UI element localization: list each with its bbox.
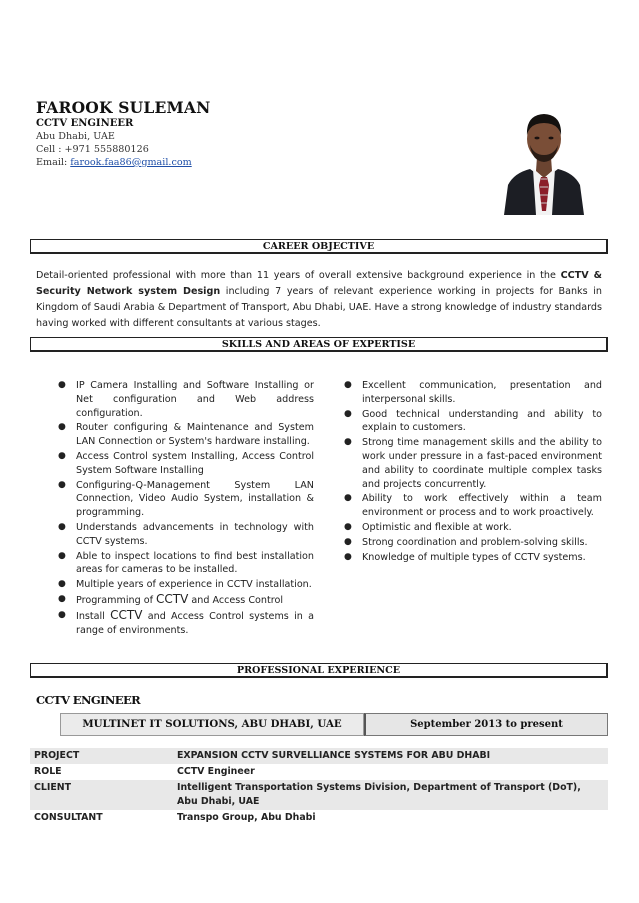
profile-photo (500, 99, 588, 215)
section-header-skills (30, 337, 608, 352)
list-item (58, 550, 314, 578)
bullet-icon: ● (58, 521, 66, 532)
skill-text: Optimistic and flexible at work. (362, 521, 512, 533)
skill-text: and Access Control (188, 594, 284, 606)
list-item (344, 551, 602, 565)
section-header-experience (30, 663, 608, 678)
skill-text: Multiple years of experience in CCTV installation. (76, 579, 312, 591)
list-item (344, 379, 602, 407)
section-title: SKILLS AND AREAS OF EXPERTISE (221, 339, 416, 350)
candidate-role: CCTV ENGINEER (36, 118, 134, 129)
list-item (58, 479, 314, 520)
objective-text-part: Detail-oriented professional with more than 11 years of overall extensive background experience in the (36, 270, 561, 281)
list-item (344, 521, 602, 535)
section-title: CAREER OBJECTIVE (262, 241, 375, 252)
project-details-table (30, 748, 608, 826)
bullet-icon: ● (344, 551, 352, 562)
skill-text: Access Control system Installing, Access Control System Software Installing (76, 450, 314, 476)
row-label: CLIENT (30, 780, 173, 810)
skill-text: Strong coordination and problem-solving skills. (362, 536, 588, 548)
job-title: CCTV ENGINEER (36, 693, 141, 707)
skill-text-large: CCTV (156, 591, 189, 606)
candidate-name: FAROOK SULEMAN (36, 98, 211, 117)
company-name: MULTINET IT SOLUTIONS, ABU DHABI, UAE (60, 713, 364, 736)
bullet-icon: ● (58, 593, 66, 604)
list-item (344, 408, 602, 436)
row-value: Transpo Group, Abu Dhabi (177, 812, 316, 823)
company-row (60, 713, 608, 736)
candidate-location: Abu Dhabi, UAE (36, 131, 115, 142)
bullet-icon: ● (344, 493, 352, 504)
section-header-career-objective (30, 239, 608, 254)
row-label: CONSULTANT (34, 812, 103, 823)
email-link[interactable]: farook.faa86@gmail.com (70, 157, 192, 168)
skills-list-left (58, 379, 314, 638)
row-label: ROLE (34, 766, 62, 777)
row-value: Intelligent Transportation Systems Division, Department of Transport (DoT), Abu Dhabi, UAE (173, 780, 608, 810)
skill-text: Configuring-Q-Management System LAN Connection, Video Audio System, installation & programming. (76, 479, 314, 519)
candidate-cell: Cell : +971 555880126 (36, 144, 149, 155)
skill-text: and Access Control systems in a range of environments. (76, 610, 314, 636)
table-row (30, 810, 608, 826)
objective-highlight: CCTV & Security Network system Design (36, 270, 602, 297)
table-row (30, 764, 608, 780)
email-label: Email: (36, 157, 71, 168)
bullet-icon: ● (344, 408, 352, 419)
list-item (58, 379, 314, 420)
bullet-icon: ● (344, 437, 352, 448)
bullet-icon: ● (58, 579, 66, 590)
skill-text: Strong time management skills and the ability to work under pressure in a fast-paced environment and ability to coordinate multiple complex tasks and projects concurrently. (362, 437, 602, 490)
list-item (58, 578, 314, 592)
skill-text: IP Camera Installing and Software Installing or Net configuration and Web address configuration. (76, 380, 314, 419)
bullet-icon: ● (58, 422, 66, 433)
list-item (344, 436, 602, 491)
list-item (58, 593, 314, 608)
table-row (30, 780, 608, 810)
list-item (344, 536, 602, 550)
bullet-icon: ● (58, 450, 66, 461)
bullet-icon: ● (344, 521, 352, 532)
skill-text: Programming of (76, 594, 157, 606)
skill-text: Able to inspect locations to find best installation areas for cameras to be installed. (76, 550, 314, 576)
skills-list-right (344, 379, 602, 565)
row-value: CCTV Engineer (177, 766, 255, 777)
bullet-icon: ● (58, 380, 66, 390)
row-label: PROJECT (30, 748, 173, 764)
career-objective-text (36, 268, 602, 332)
list-item (344, 492, 602, 520)
skill-text: Router configuring & Maintenance and System LAN Connection or System's hardware installing. (76, 422, 314, 448)
bullet-icon: ● (58, 550, 66, 561)
table-row (30, 748, 608, 764)
list-item (58, 450, 314, 478)
list-item (58, 609, 314, 638)
section-title: PROFESSIONAL EXPERIENCE (236, 665, 401, 676)
list-item (58, 421, 314, 449)
bullet-icon: ● (58, 479, 66, 490)
skill-text: Good technical understanding and ability to explain to customers. (362, 408, 602, 434)
employment-dates: September 2013 to present (364, 713, 608, 736)
list-item (58, 521, 314, 549)
bullet-icon: ● (344, 380, 352, 390)
row-value: EXPANSION CCTV SURVELLIANCE SYSTEMS FOR ABU DHABI (173, 748, 608, 764)
bullet-icon: ● (58, 609, 66, 620)
skill-text: Excellent communication, presentation and interpersonal skills. (362, 380, 602, 405)
skill-text: Ability to work effectively within a team environment or process and to work proactively. (362, 493, 602, 519)
objective-text-part: including 7 years of relevant experience working in projects for Banks in Kingdom of Saudi Arabia & Department of Transport, Abu Dhabi, UAE. Have a strong knowledge of industry standards having worked with different consultants at various stages. (36, 286, 602, 329)
skill-text-large: CCTV (110, 607, 143, 622)
skill-text: Install (76, 610, 111, 622)
skill-text: Understands advancements in technology with CCTV systems. (76, 521, 314, 547)
bullet-icon: ● (344, 536, 352, 547)
candidate-email-line (36, 157, 192, 168)
skill-text: Knowledge of multiple types of CCTV systems. (362, 551, 586, 563)
